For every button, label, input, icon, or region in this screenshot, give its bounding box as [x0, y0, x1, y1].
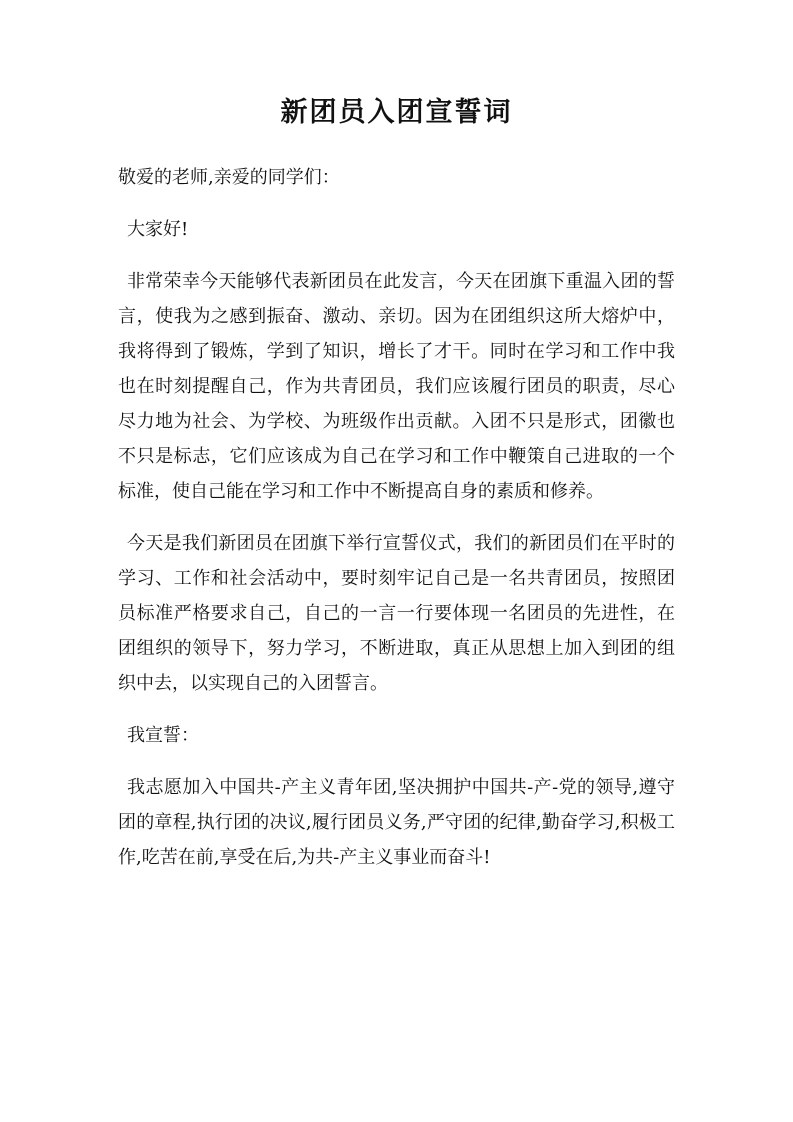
paragraph-2: 今天是我们新团员在团旗下举行宣誓仪式，我们的新团员们在平时的学习、工作和社会活动中，要时刻牢记自己是一名共青团员，按照团员标准严格要求自己，自己的一言一行要体现一名团员的先进性，在团组织的领导下，努力学习，不断进取，真正从思想上加入到团的组织中去，以实现自己的入团誓言。	[118, 533, 675, 694]
oath-text: 我志愿加入中国共-产主义青年团,坚决拥护中国共-产-党的领导,遵守团的章程,执行团的决议,履行团员义务,严守团的纪律,勤奋学习,积极工作,吃苦在前,享受在后,为共-产主义事业而奋斗!	[118, 777, 675, 868]
document-body	[118, 160, 675, 892]
document-title: 新团员入团宣誓词	[280, 97, 513, 128]
oath-intro: 我宣誓：	[127, 725, 199, 746]
greeting: 敬爱的老师,亲爱的同学们：	[118, 167, 340, 188]
hello-line: 大家好!	[127, 219, 189, 240]
paragraph-1: 非常荣幸今天能够代表新团员在此发言，今天在团旗下重温入团的誓言，使我为之感到振奋、激动、亲切。因为在团组织这所大熔炉中，我将得到了锻炼，学到了知识，增长了才干。同时在学习和工作中我也在时刻提醒自己，作为共青团员，我们应该履行团员的职责，尽心尽力地为社会、为学校、为班级作出贡献。入团不只是形式，团徽也不只是标志，它们应该成为自己在学习和工作中鞭策自己进取的一个标准，使自己能在学习和工作中不断提高自身的素质和修养。	[118, 271, 675, 502]
